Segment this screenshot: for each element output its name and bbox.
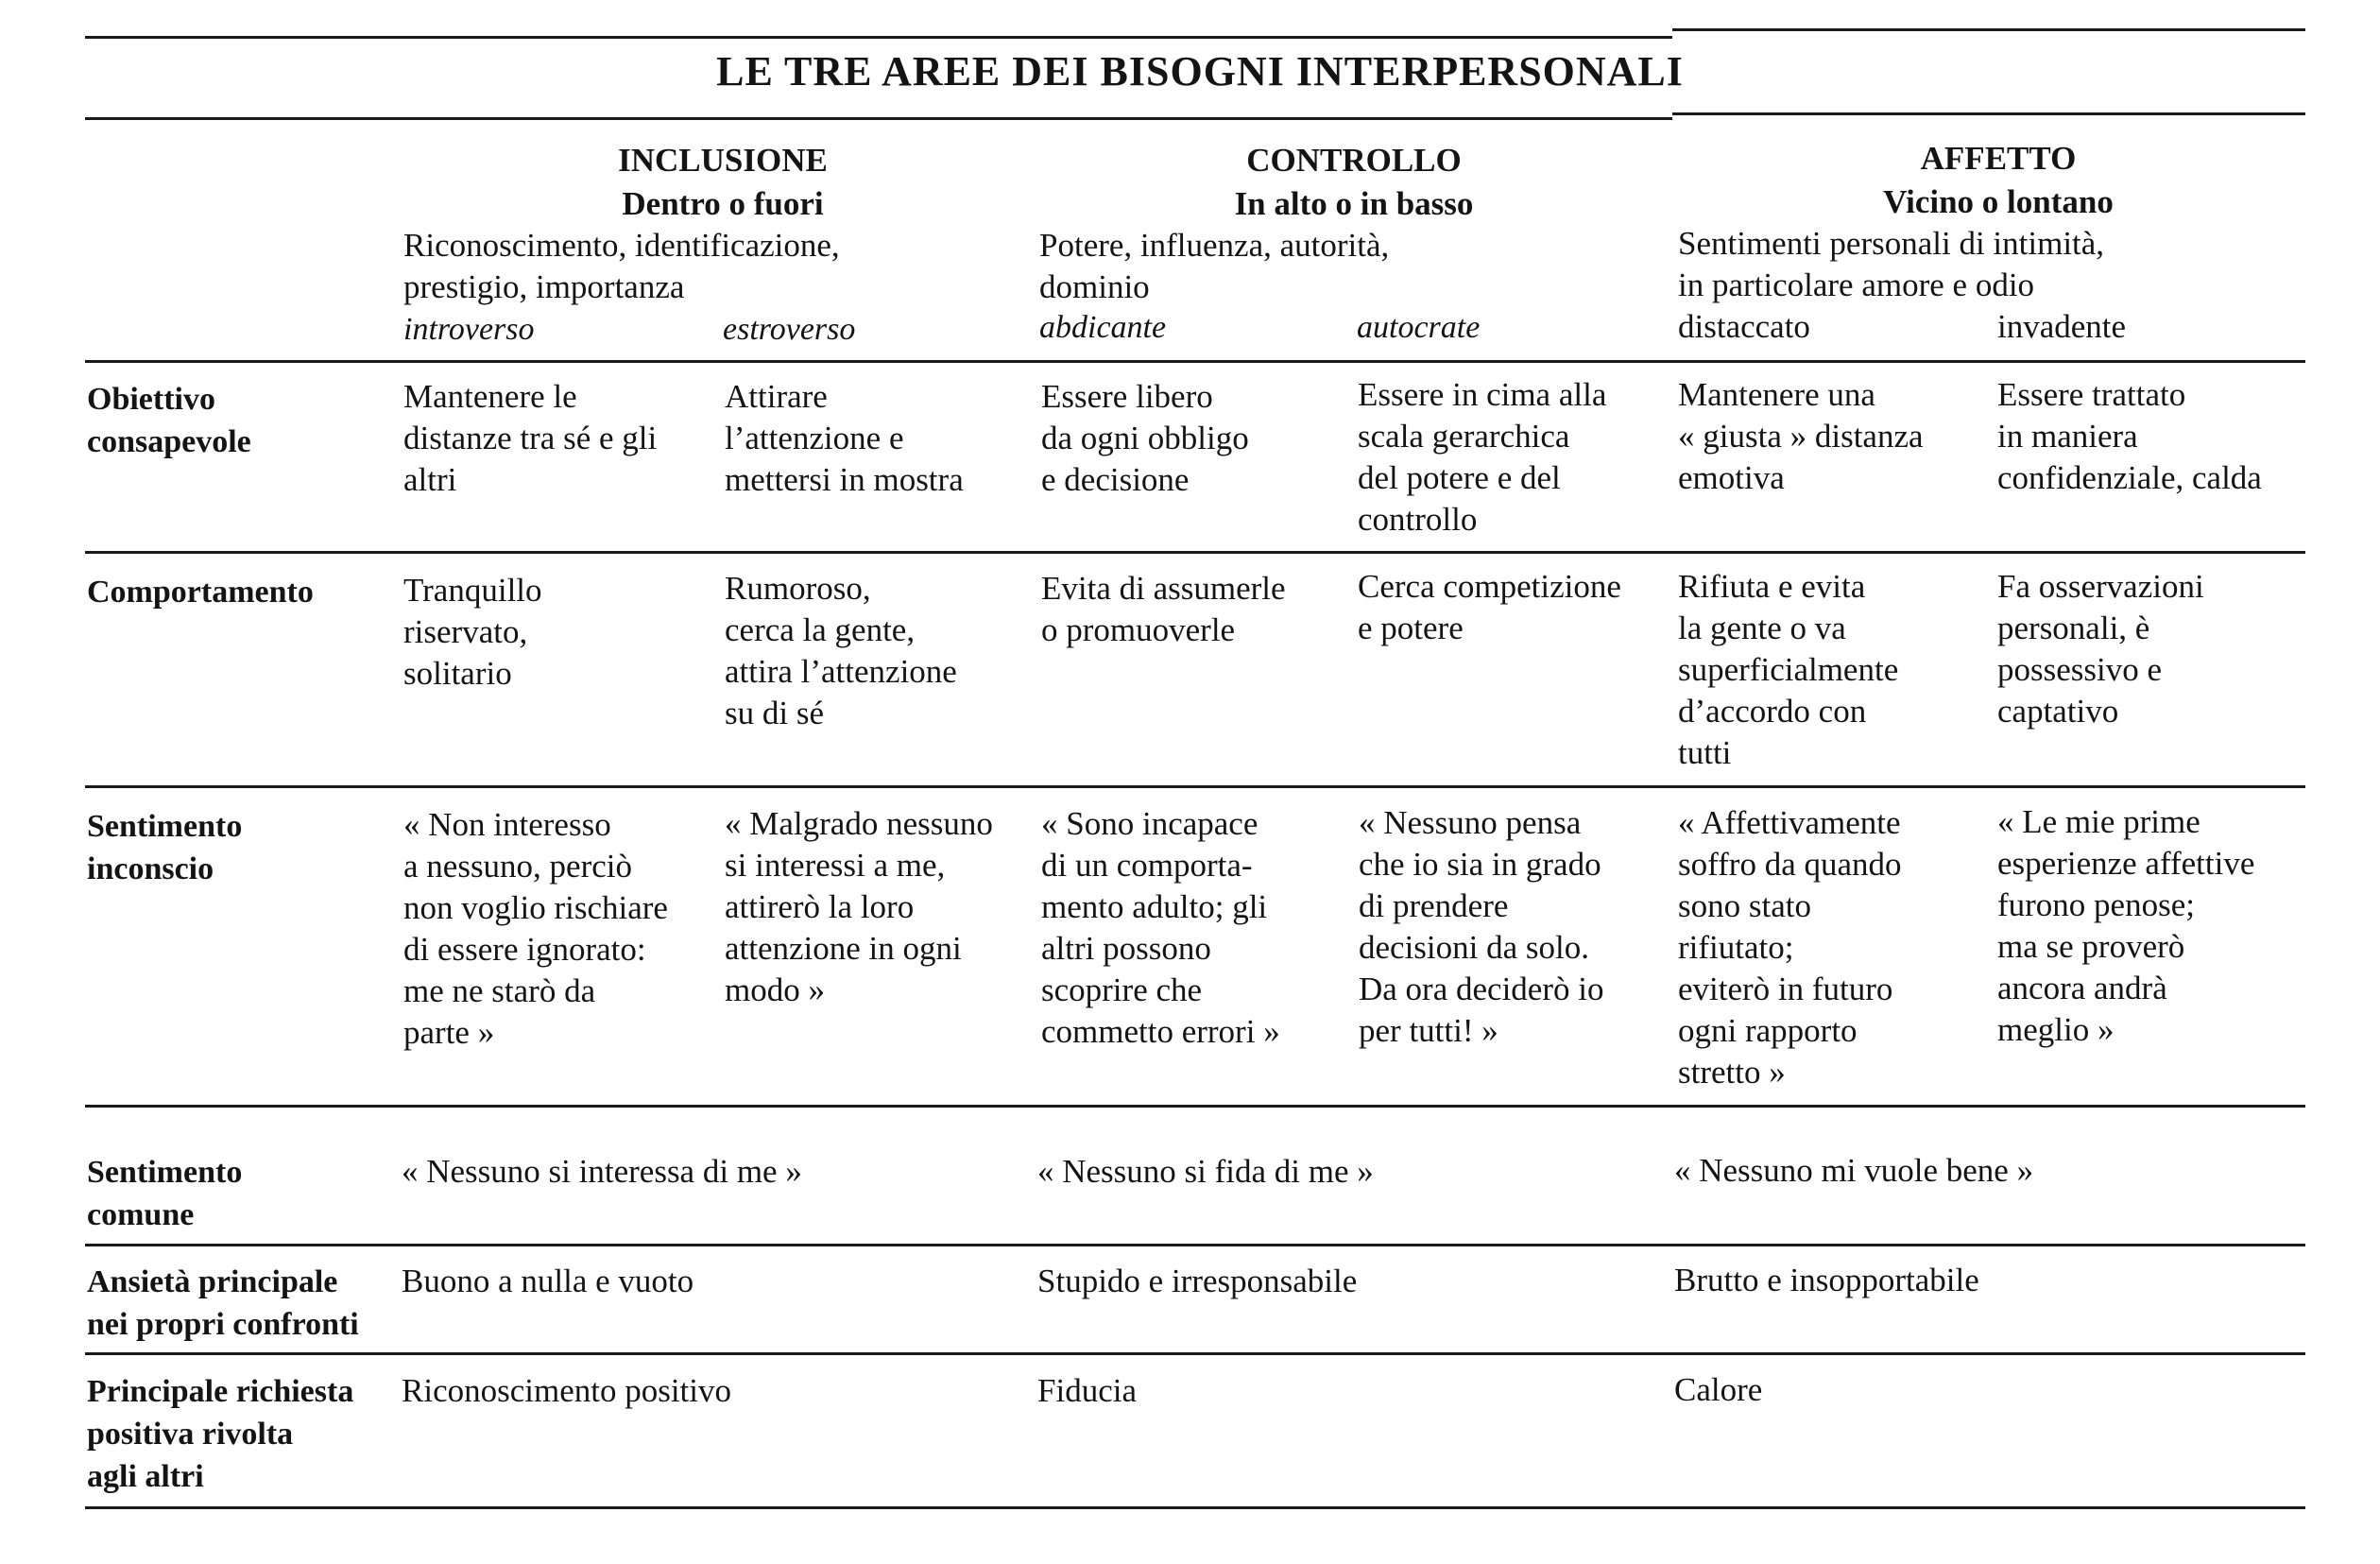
area-header-inclusione: [411, 139, 1035, 226]
pole-distaccato: distaccato: [1678, 308, 1810, 345]
area-description-inclusione: Riconoscimento, identificazione, prestigio, importanza: [403, 227, 840, 305]
cell-comportamento-autocrate: Cerca competizione e potere: [1358, 568, 1621, 646]
area-name: AFFETTO: [1920, 140, 2077, 177]
cell-inconscio-abdicante: « Sono incapace di un comporta- mento adulto; gli altri possono scoprire che commetto errori »: [1041, 805, 1280, 1050]
area-subtitle: In alto o in basso: [1234, 185, 1474, 222]
cell-obiettivo-autocrate: Essere in cima alla scala gerarchica del potere e del controllo: [1358, 376, 1607, 538]
comune-inclusione: « Nessuno si interessa di me »: [402, 1153, 802, 1190]
cell-obiettivo-invadente: Essere trattato in maniera confidenziale, calda: [1997, 376, 2262, 496]
row-label-comportamento: Comportamento: [87, 575, 314, 610]
ansieta-affetto: Brutto e insopportabile: [1674, 1262, 1979, 1298]
pole-abdicante: abdicante: [1039, 310, 1167, 345]
cell-comportamento-abdicante: Evita di assumerle o promuoverle: [1041, 570, 1286, 648]
row-label-obiettivo: Obiettivo consapevole: [87, 382, 251, 459]
ansieta-inclusione: Buono a nulla e vuoto: [402, 1263, 694, 1299]
cell-comportamento-invadente: Fa osservazioni personali, è possessivo e captativo: [1997, 568, 2204, 730]
bottom-rule: [85, 1506, 2305, 1509]
area-subtitle: Dentro o fuori: [622, 185, 824, 222]
row5-rule: [85, 1352, 2305, 1355]
row2-rule: [85, 785, 2305, 788]
cell-obiettivo-introverso: Mantenere le distanze tra sé e gli altri: [403, 378, 658, 498]
top-rule-right: [1672, 28, 2305, 31]
row4-rule: [85, 1244, 2305, 1246]
cell-comportamento-estroverso: Rumoroso, cerca la gente, attira l’attenzione su di sé: [725, 570, 957, 731]
ansieta-controllo: Stupido e irresponsabile: [1037, 1263, 1358, 1299]
cell-inconscio-introverso: « Non interesso a nessuno, perciò non voglio rischiare di essere ignorato: me ne starò da parte »: [403, 806, 668, 1051]
cell-inconscio-autocrate: « Nessuno pensa che io sia in grado di prendere decisioni da solo. Da ora deciderò io per tutti! »: [1359, 804, 1604, 1049]
area-description-controllo: Potere, influenza, autorità, dominio: [1039, 227, 1390, 305]
area-name: INCLUSIONE: [618, 142, 828, 179]
page-title: LE TRE AREE DEI BISOGNI INTERPERSONALI: [716, 48, 1684, 95]
cell-inconscio-distaccato: « Affettivamente soffro da quando sono stato rifiutato; eviterò in futuro ogni rapporto stretto »: [1678, 804, 1902, 1091]
area-description-affetto: Sentimenti personali di intimità, in particolare amore e odio: [1678, 225, 2105, 303]
area-header-affetto: [1687, 137, 2310, 224]
row-label-sentimento-comune: Sentimento comune: [87, 1155, 243, 1232]
title-rule-right: [1672, 112, 2305, 115]
pole-autocrate: autocrate: [1357, 310, 1481, 345]
pole-introverso: introverso: [403, 312, 535, 347]
richiesta-controllo: Fiducia: [1037, 1372, 1137, 1409]
title-rule: [85, 117, 1672, 120]
cell-obiettivo-abdicante: Essere libero da ogni obbligo e decisione: [1041, 378, 1249, 498]
pole-estroverso: estroverso: [723, 312, 856, 347]
header-rule: [85, 360, 2305, 363]
row1-rule: [85, 551, 2305, 554]
comune-affetto: « Nessuno mi vuole bene »: [1674, 1152, 2034, 1189]
cell-obiettivo-distaccato: Mantenere una « giusta » distanza emotiva: [1678, 376, 1924, 496]
cell-comportamento-distaccato: Rifiuta e evita la gente o va superficialmente d’accordo con tutti: [1678, 568, 1899, 771]
cell-inconscio-invadente: « Le mie prime esperienze affettive furono penose; ma se proverò ancora andrà meglio »: [1997, 803, 2255, 1048]
richiesta-affetto: Calore: [1674, 1371, 1763, 1408]
row-label-ansieta: Ansietà principale nei propri confronti: [87, 1264, 359, 1342]
cell-comportamento-introverso: Tranquillo riservato, solitario: [403, 572, 542, 692]
richiesta-inclusione: Riconoscimento positivo: [402, 1372, 732, 1409]
pole-invadente: invadente: [1997, 308, 2127, 345]
area-name: CONTROLLO: [1246, 142, 1462, 179]
cell-inconscio-estroverso: « Malgrado nessuno si interessi a me, attirerò la loro attenzione in ogni modo »: [725, 805, 993, 1008]
area-subtitle: Vicino o lontano: [1883, 183, 2114, 220]
row3-rule: [85, 1105, 2305, 1108]
top-rule: [85, 36, 1672, 39]
comune-controllo: « Nessuno si fida di me »: [1037, 1153, 1374, 1190]
row-label-sentimento-inconscio: Sentimento inconscio: [87, 809, 243, 886]
area-header-controllo: [1042, 139, 1666, 226]
row-label-richiesta: Principale richiesta positiva rivolta agli altri: [87, 1374, 354, 1494]
cell-obiettivo-estroverso: Attirare l’attenzione e mettersi in mostra: [725, 378, 964, 498]
